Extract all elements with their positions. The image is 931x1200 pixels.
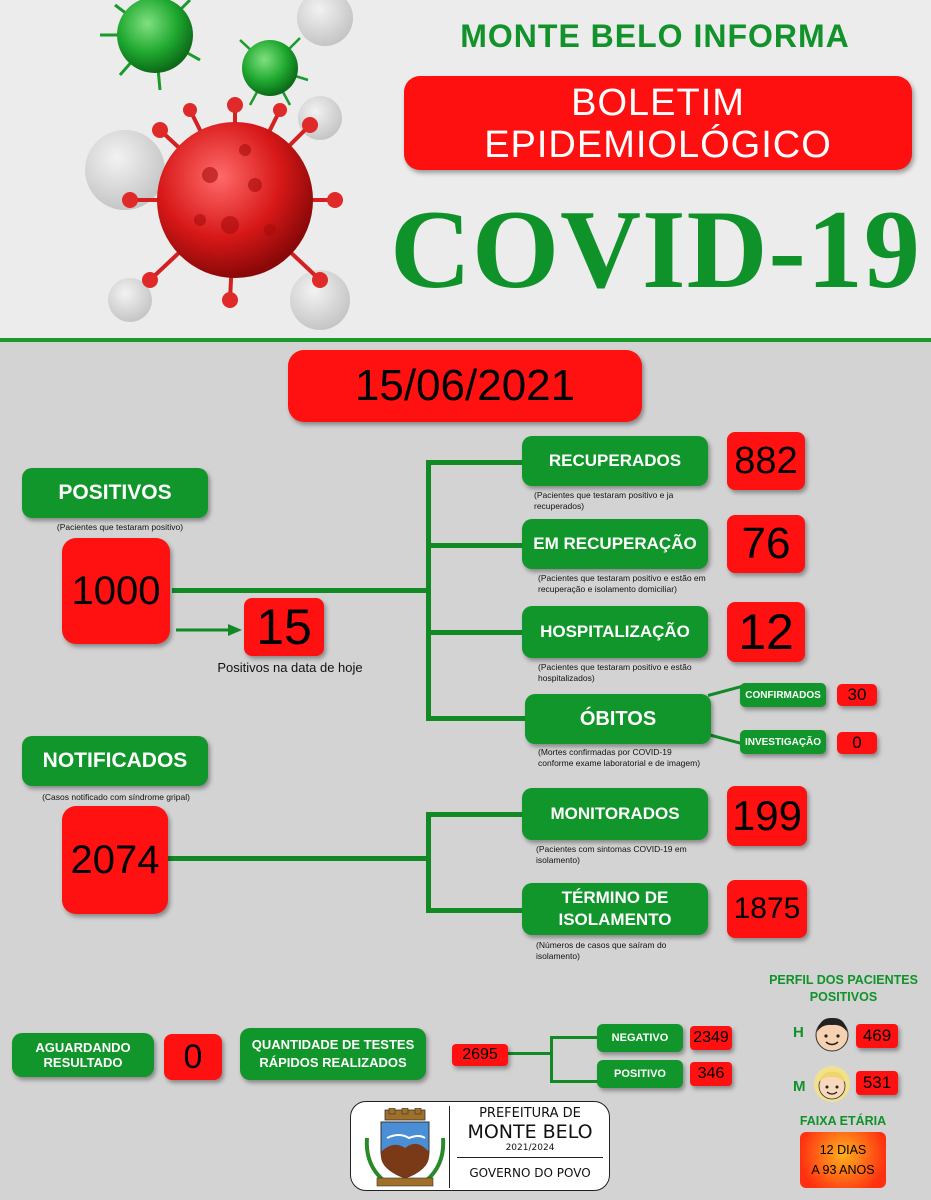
em-recuperacao-value-box xyxy=(727,515,805,573)
obitos-label: ÓBITOS xyxy=(579,707,657,730)
positivo-value: 346 xyxy=(697,1065,725,1082)
arrow-icon xyxy=(176,622,246,638)
faixa-title: FAIXA ETÁRIA xyxy=(799,1114,887,1128)
obitos-label-box xyxy=(525,694,711,744)
prefeitura-text xyxy=(451,1106,609,1180)
positivos-note: (Pacientes que testaram positivo) xyxy=(56,522,184,532)
h-value: 469 xyxy=(862,1026,892,1045)
negativo-label: NEGATIVO xyxy=(611,1032,669,1044)
connector-em-recuperacao xyxy=(426,543,526,548)
hospitalizacao-label-box xyxy=(522,606,708,658)
date-text: 15/06/2021 xyxy=(354,361,576,410)
testes-value: 2695 xyxy=(462,1046,498,1063)
prefeitura-line2: MONTE BELO xyxy=(467,1121,593,1143)
logo-divider xyxy=(449,1106,450,1188)
testes-label-box xyxy=(240,1028,426,1080)
investigacao-value-box xyxy=(837,732,877,754)
positivos-value-box xyxy=(62,538,170,644)
prefeitura-logo xyxy=(350,1101,610,1191)
em-recuperacao-label-box xyxy=(522,519,708,569)
positivo-label-box xyxy=(597,1060,683,1088)
faixa-line1: 12 DIAS xyxy=(819,1143,867,1157)
connector-trunk-notificados xyxy=(426,812,431,912)
hospitalizacao-value: 12 xyxy=(738,604,794,660)
connector-notificados xyxy=(168,856,430,861)
recuperados-value: 882 xyxy=(734,439,798,482)
faixa-box xyxy=(800,1132,886,1188)
connector-obitos xyxy=(426,716,526,721)
testes-label-line2: RÁPIDOS REALIZADOS xyxy=(259,1055,407,1070)
termino-label-box xyxy=(522,883,708,935)
confirmados-value-box xyxy=(837,684,877,706)
testes-value-box xyxy=(452,1044,508,1066)
monitorados-label-box xyxy=(522,788,708,840)
perfil-title xyxy=(756,972,931,1006)
h-value-box xyxy=(856,1024,898,1048)
termino-label-line2: ISOLAMENTO xyxy=(558,910,672,929)
bulletin-title-line1: BOLETIM xyxy=(571,82,745,124)
connector-termino xyxy=(426,908,526,913)
prefeitura-line3: 2021/2024 xyxy=(457,1143,603,1158)
girl-avatar-icon xyxy=(812,1064,852,1104)
positivos-label: POSITIVOS xyxy=(58,481,172,504)
connector-recuperados xyxy=(426,460,526,465)
virus-illustration xyxy=(40,0,400,340)
m-label: M xyxy=(793,1078,806,1095)
recuperados-label-box xyxy=(522,436,708,486)
monitorados-value: 199 xyxy=(731,792,803,839)
monitorados-note: (Pacientes com sintomas COVID-19 em isolamento) xyxy=(536,844,687,865)
termino-value-box xyxy=(727,880,807,938)
positivo-label: POSITIVO xyxy=(614,1068,666,1080)
bulletin-title-line2: EPIDEMIOLÓGICO xyxy=(484,124,832,166)
negativo-value-box xyxy=(690,1026,732,1050)
today-label: Positivos na data de hoje xyxy=(217,660,363,675)
aguardando-label-line2: RESULTADO xyxy=(43,1055,123,1070)
connector-trunk-positivos xyxy=(426,460,431,720)
connector-positivo xyxy=(550,1080,598,1083)
investigacao-label: INVESTIGAÇÃO xyxy=(744,736,822,748)
confirmados-label-box xyxy=(740,683,826,707)
obitos-note: (Mortes confirmadas por COVID-19 conforme exame laboratorial e de imagem) xyxy=(538,747,701,768)
disease-title: COVID-19 xyxy=(390,188,921,312)
testes-label-line1: QUANTIDADE DE TESTES xyxy=(251,1037,415,1052)
recuperados-note: (Pacientes que testaram positivo e ja recuperados) xyxy=(534,490,674,511)
boy-avatar-icon xyxy=(812,1014,852,1054)
aguardando-label-box xyxy=(12,1033,154,1077)
termino-value: 1875 xyxy=(733,892,801,925)
notificados-label: NOTIFICADOS xyxy=(42,749,188,772)
monitorados-label: MONITORADOS xyxy=(550,804,680,823)
em-recuperacao-label: EM RECUPERAÇÃO xyxy=(533,534,697,553)
h-label: H xyxy=(793,1024,804,1041)
aguardando-value-box xyxy=(164,1034,222,1080)
connector-hospitalizacao xyxy=(426,630,526,635)
investigacao-value: 0 xyxy=(852,733,862,752)
hospitalizacao-label: HOSPITALIZAÇÃO xyxy=(540,622,690,641)
recuperados-value-box xyxy=(727,432,805,490)
today-value: 15 xyxy=(256,599,312,655)
date-box xyxy=(288,350,642,422)
confirmados-value: 30 xyxy=(847,685,867,704)
today-value-box xyxy=(244,598,324,656)
negativo-value: 2349 xyxy=(693,1029,729,1046)
investigacao-label-box xyxy=(740,730,826,754)
em-recuperacao-note: (Pacientes que testaram positivo e estão em recuperação e isolamento domiciliar) xyxy=(538,573,706,594)
connector-trunk-testes xyxy=(550,1036,553,1082)
hospitalizacao-note: (Pacientes que testaram positivo e estão hospitalizados) xyxy=(538,662,692,683)
positivos-value: 1000 xyxy=(71,568,161,613)
org-title: MONTE BELO INFORMA xyxy=(460,18,850,54)
notificados-label-box xyxy=(22,736,208,786)
connector-testes xyxy=(508,1052,553,1055)
hospitalizacao-value-box xyxy=(727,602,805,662)
positivos-label-box xyxy=(22,468,208,518)
notificados-value-box xyxy=(62,806,168,914)
green-virus-icon xyxy=(100,0,308,105)
coat-of-arms-icon xyxy=(363,1108,447,1188)
notificados-note: (Casos notificado com síndrome gripal) xyxy=(42,792,190,802)
perfil-title-line1: PERFIL DOS PACIENTES xyxy=(769,973,918,987)
em-recuperacao-value: 76 xyxy=(741,519,791,568)
bulletin-title-box xyxy=(404,76,912,170)
perfil-title-line2: POSITIVOS xyxy=(809,990,878,1004)
termino-note: (Números de casos que saíram do isolamento) xyxy=(536,940,667,961)
aguardando-value: 0 xyxy=(183,1037,203,1076)
aguardando-label-line1: AGUARDANDO xyxy=(35,1040,131,1055)
m-value-box xyxy=(856,1071,898,1095)
connector-negativo xyxy=(550,1036,598,1039)
connector-positivos xyxy=(172,588,430,593)
recuperados-label: RECUPERADOS xyxy=(548,451,682,470)
m-value: 531 xyxy=(862,1073,892,1092)
prefeitura-line1: PREFEITURA DE xyxy=(479,1106,581,1121)
prefeitura-line4: GOVERNO DO POVO xyxy=(469,1166,591,1180)
faixa-line2: A 93 ANOS xyxy=(811,1163,875,1177)
positivo-value-box xyxy=(690,1062,732,1086)
connector-monitorados xyxy=(426,812,526,817)
termino-label-line1: TÉRMINO DE xyxy=(561,888,669,907)
notificados-value: 2074 xyxy=(70,837,160,882)
monitorados-value-box xyxy=(727,786,807,846)
negativo-label-box xyxy=(597,1024,683,1052)
confirmados-label: CONFIRMADOS xyxy=(745,689,821,701)
